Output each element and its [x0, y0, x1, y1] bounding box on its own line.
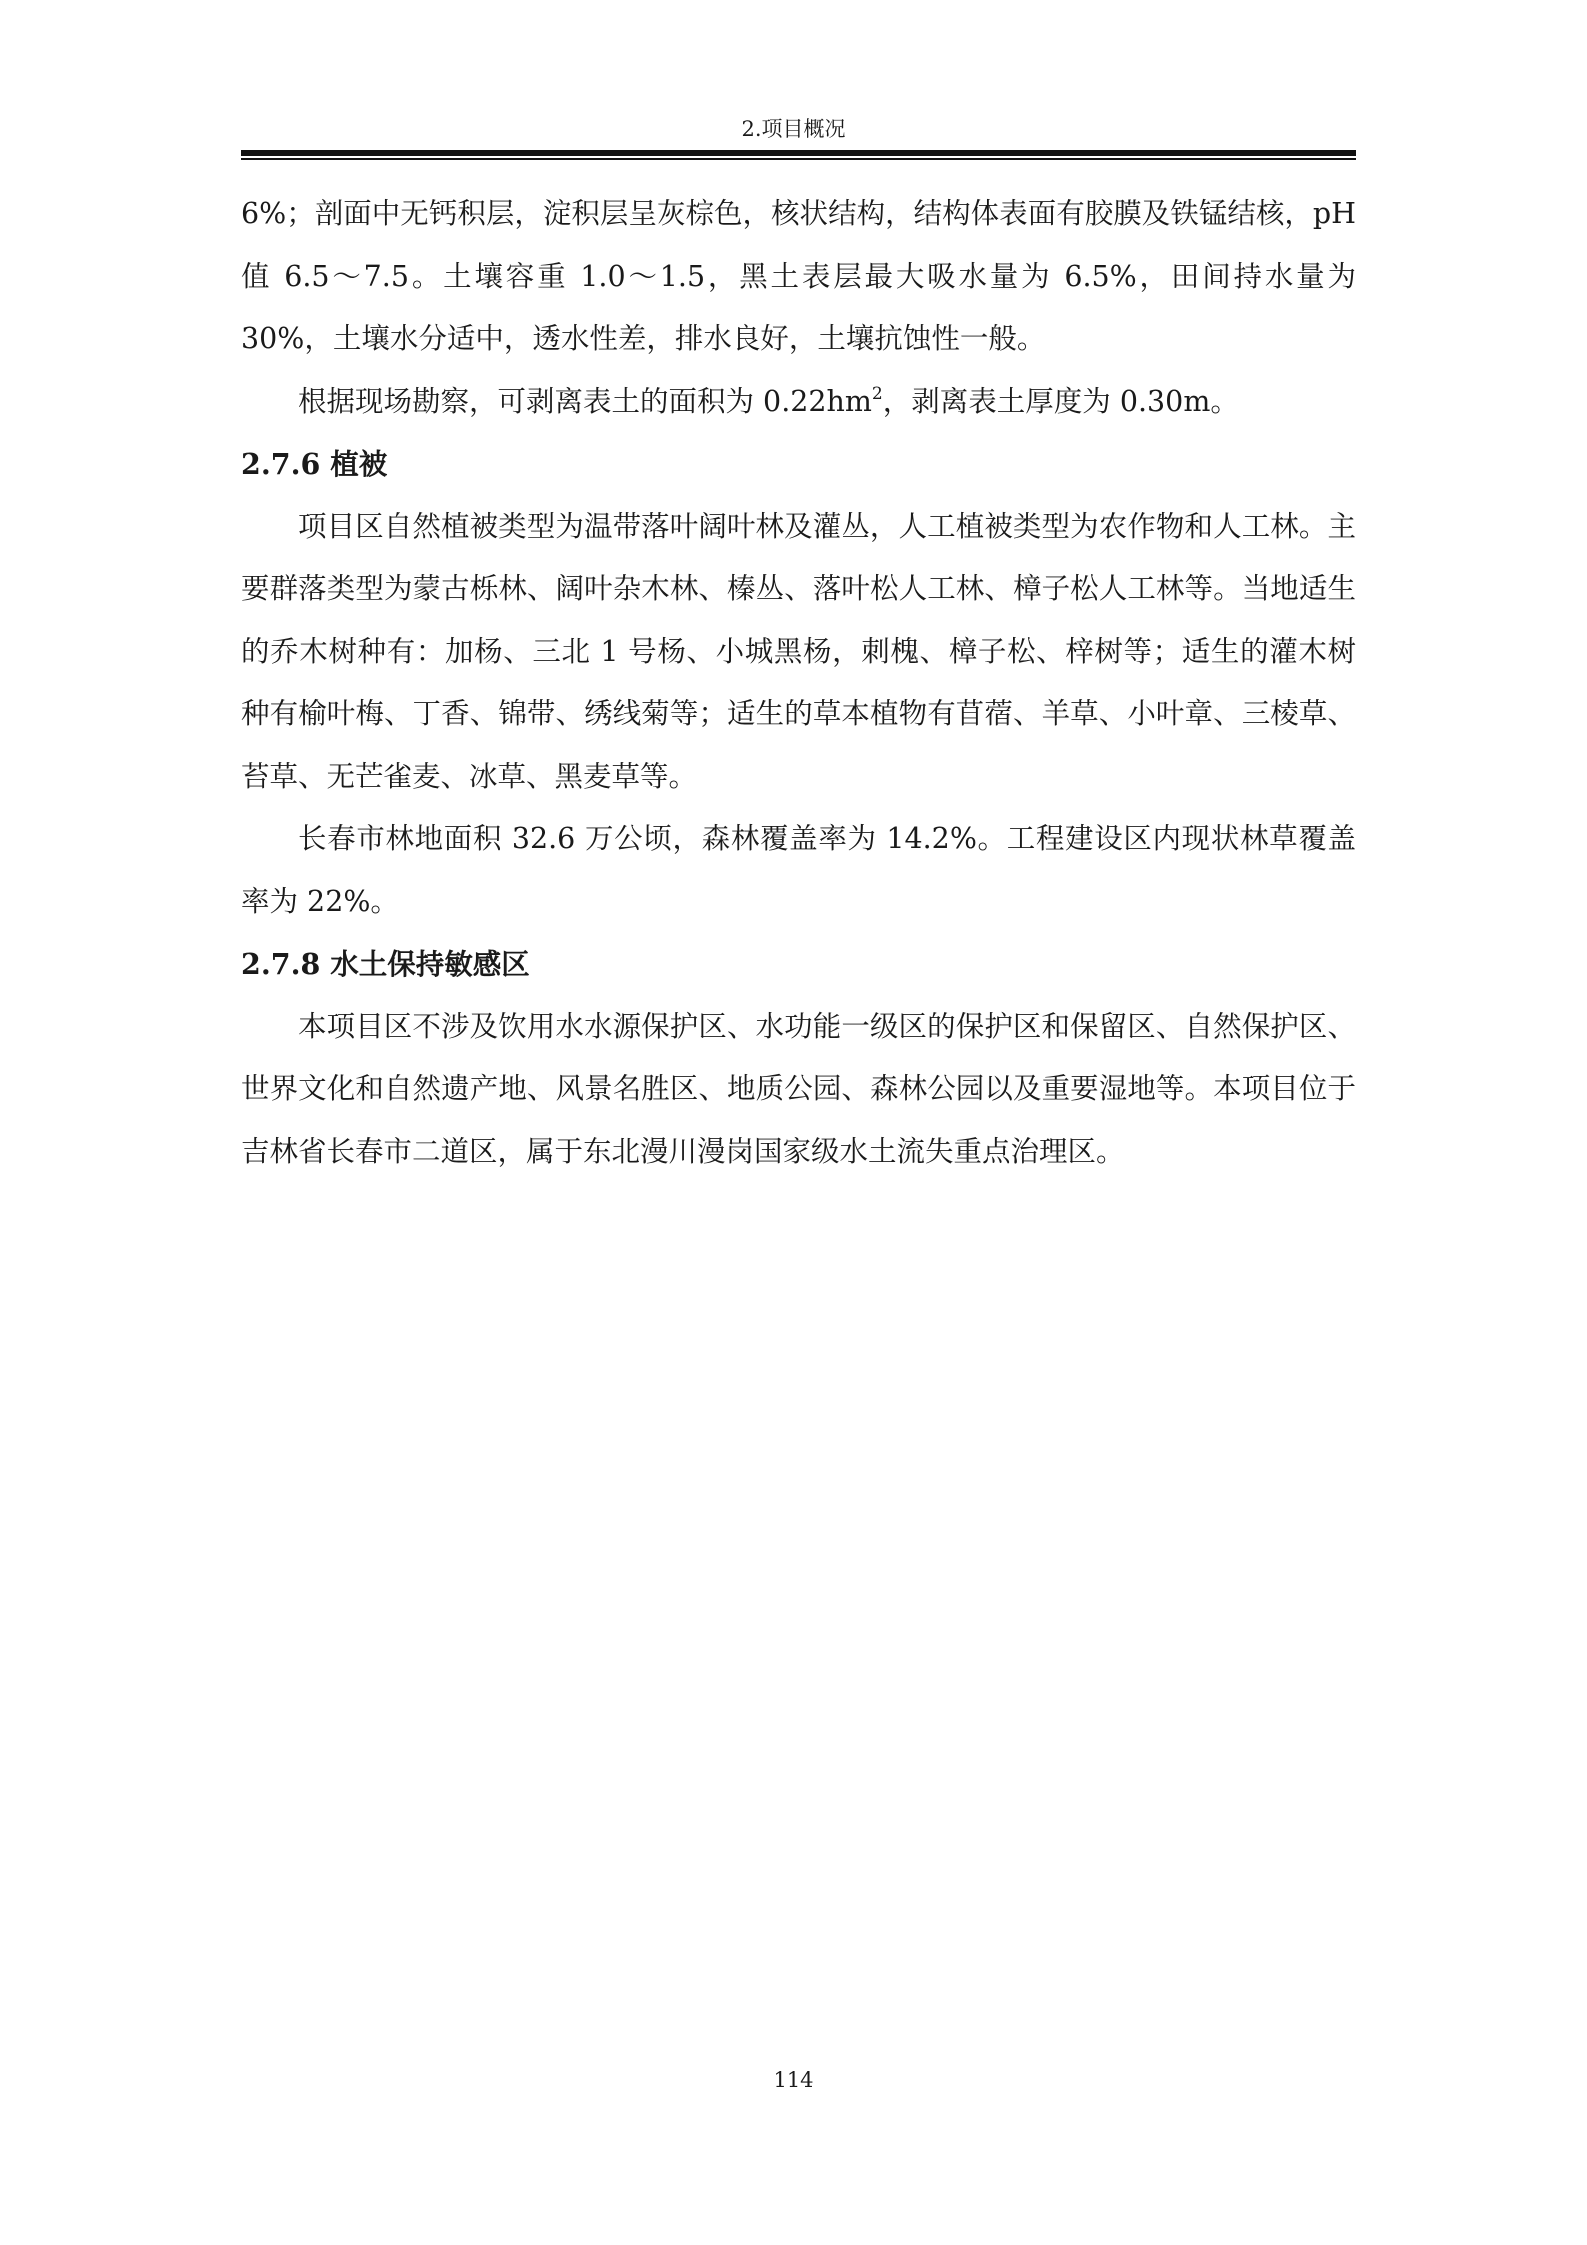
header-rule-thin	[241, 158, 1356, 160]
page-number: 114	[773, 2068, 814, 2092]
topsoil-text-b: ，剥离表土厚度为 0.30m。	[882, 384, 1239, 418]
topsoil-text-a: 根据现场勘察，可剥离表土的面积为 0.22hm	[298, 384, 872, 418]
superscript-2: 2	[871, 383, 883, 404]
section-heading-sensitive-areas: 2.7.8 水土保持敏感区	[241, 947, 530, 981]
header-rule-thick	[241, 150, 1356, 156]
paragraph-vegetation-types: 项目区自然植被类型为温带落叶阔叶林及灌丛，人工植被类型为农作物和人工林。主要群落类型为蒙古栎林、阔叶杂木林、榛丛、落叶松人工林、樟子松人工林等。当地适生的乔木树种有：加杨、三北 1 号杨、小城黑杨，刺槐、樟子松、梓树等；适生的灌木树种有榆叶梅、丁香、锦带、绣线菊等；适生的草本植物有苜蓿、羊草、小叶章、三棱草、苔草、无芒雀麦、冰草、黑麦草等。	[241, 509, 1356, 793]
paragraph-soil-properties: 6%；剖面中无钙积层，淀积层呈灰棕色，核状结构，结构体表面有胶膜及铁锰结核，pH 值 6.5～7.5。土壤容重 1.0～1.5，黑土表层最大吸水量为 6.5%，田间持水量为 30%，土壤水分适中，透水性差，排水良好，土壤抗蚀性一般。	[241, 197, 1356, 355]
paragraph-forest-coverage: 长春市林地面积 32.6 万公顷，森林覆盖率为 14.2%。工程建设区内现状林草覆盖率为 22%。	[241, 822, 1356, 918]
paragraph-sensitive-areas: 本项目区不涉及饮用水水源保护区、水功能一级区的保护区和保留区、自然保护区、世界文化和自然遗产地、风景名胜区、地质公园、森林公园以及重要湿地等。本项目位于吉林省长春市二道区，属于东北漫川漫岗国家级水土流失重点治理区。	[241, 1009, 1356, 1168]
section-heading-vegetation: 2.7.6 植被	[241, 447, 388, 481]
paragraph-topsoil-stripping	[241, 371, 1356, 434]
running-header-title: 2.项目概况	[741, 117, 846, 141]
page-body	[241, 183, 1356, 1183]
